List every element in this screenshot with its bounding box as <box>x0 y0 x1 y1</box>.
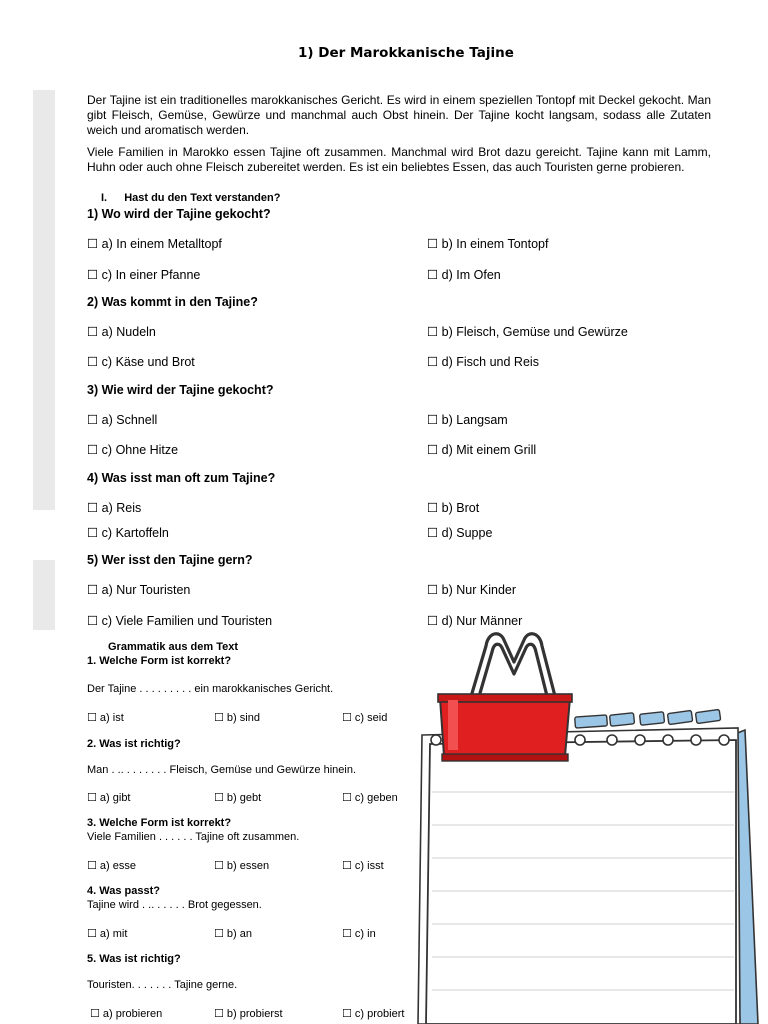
option-checkbox[interactable]: ☐ c) seid <box>342 712 388 724</box>
notepad-front-sheet <box>426 740 736 1024</box>
option-checkbox[interactable]: ☐ d) Mit einem Grill <box>427 443 537 457</box>
question-1: 1) Wo wird der Tajine gekocht? <box>87 207 271 221</box>
option-checkbox[interactable]: ☐ c) geben <box>342 792 398 804</box>
option-checkbox[interactable]: ☐ d) Nur Männer <box>427 614 523 628</box>
option-checkbox[interactable]: ☐ d) Suppe <box>427 526 493 540</box>
option-checkbox[interactable]: ☐ a) probieren <box>90 1008 163 1020</box>
binder-clip-handles <box>470 634 556 700</box>
option-checkbox[interactable]: ☐ b) essen <box>214 860 270 872</box>
option-checkbox[interactable]: ☐ a) Nur Touristen <box>87 583 191 597</box>
option-checkbox[interactable]: ☐ b) Langsam <box>427 413 508 427</box>
paragraph-1: Der Tajine ist ein traditionelles marokkanisches Gericht. Es wird in einem speziellen Tontopf mit Deckel gekocht. Man gibt Fleisch, Gemüse, Gewürze und manchmal auch Obst hinein. Der Tajine kocht langsam, sodass alle Zutaten weich und aromatisch werden. <box>87 93 711 137</box>
option-checkbox[interactable]: ☐ d) Fisch und Reis <box>427 355 539 369</box>
question-3: 3) Wie wird der Tajine gekocht? <box>87 383 274 397</box>
binder-clip-base <box>442 754 568 761</box>
option-checkbox[interactable]: ☐ b) Fleisch, Gemüse und Gewürze <box>427 325 628 339</box>
section-number: I. <box>101 192 108 204</box>
option-checkbox[interactable]: ☐ a) Reis <box>87 501 142 515</box>
grammar-question-3: 3. Welche Form ist korrekt? <box>87 817 232 829</box>
option-checkbox[interactable]: ☐ b) probierst <box>214 1008 283 1020</box>
grammar-heading: Grammatik aus dem Text <box>108 641 239 653</box>
option-checkbox[interactable]: ☐ b) Brot <box>427 501 480 515</box>
grammar-question-5: 5. Was ist richtig? <box>87 953 181 965</box>
binder-clip-highlight <box>448 700 458 750</box>
option-checkbox[interactable]: ☐ b) gebt <box>214 792 262 804</box>
binder-clip-body <box>440 698 570 756</box>
option-checkbox[interactable]: ☐ b) Nur Kinder <box>427 583 517 597</box>
option-checkbox[interactable]: ☐ c) In einer Pfanne <box>87 268 201 282</box>
grammar-sentence-3: Viele Familien . . . . . . Tajine oft zusammen. <box>87 831 300 843</box>
option-checkbox[interactable]: ☐ c) probiert <box>342 1008 405 1020</box>
grammar-sentence-2: Man . .. . . . . . . . Fleisch, Gemüse und Gewürze hinein. <box>87 764 357 776</box>
grammar-sentence-5: Touristen. . . . . . . Tajine gerne. <box>87 979 238 991</box>
option-checkbox[interactable]: ☐ c) in <box>342 928 376 940</box>
binder-clip-top <box>438 694 572 702</box>
option-checkbox[interactable]: ☐ a) Nudeln <box>87 325 156 339</box>
option-checkbox[interactable]: ☐ c) Viele Familien und Touristen <box>87 614 273 628</box>
section-label: Hast du den Text verstanden? <box>124 192 281 204</box>
grammar-sentence-1: Der Tajine . . . . . . . . . ein marokkanisches Gericht. <box>87 683 334 695</box>
question-4: 4) Was isst man oft zum Tajine? <box>87 471 276 485</box>
option-checkbox[interactable]: ☐ c) Kartoffeln <box>87 526 169 540</box>
grammar-question-1: 1. Welche Form ist korrekt? <box>87 655 232 667</box>
option-checkbox[interactable]: ☐ b) In einem Tontopf <box>427 237 549 251</box>
paragraph-2: Viele Familien in Marokko essen Tajine oft zusammen. Manchmal wird Brot dazu gereicht. Tajine kann mit Lamm, Huhn oder auch ohne Fleisch zubereitet werden. Es ist ein beliebtes Essen, das auch Touristen gerne probieren. <box>87 145 711 174</box>
question-2: 2) Was kommt in den Tajine? <box>87 295 258 309</box>
option-checkbox[interactable]: ☐ a) mit <box>87 928 128 940</box>
option-checkbox[interactable]: ☐ c) isst <box>342 860 384 872</box>
option-checkbox[interactable]: ☐ a) gibt <box>87 792 131 804</box>
option-checkbox[interactable]: ☐ a) Schnell <box>87 413 158 427</box>
grammar-question-4: 4. Was passt? <box>87 885 160 897</box>
notepad-tabs <box>575 709 721 728</box>
option-checkbox[interactable]: ☐ a) esse <box>87 860 136 872</box>
option-checkbox[interactable]: ☐ a) In einem Metalltopf <box>87 237 222 251</box>
page-title: 1) Der Marokkanische Tajine <box>298 45 514 61</box>
option-checkbox[interactable]: ☐ a) ist <box>87 712 124 724</box>
option-checkbox[interactable]: ☐ c) Käse und Brot <box>87 355 195 369</box>
grammar-question-2: 2. Was ist richtig? <box>87 738 181 750</box>
option-checkbox[interactable]: ☐ d) Im Ofen <box>427 268 501 282</box>
question-5: 5) Wer isst den Tajine gern? <box>87 553 253 567</box>
option-checkbox[interactable]: ☐ b) sind <box>214 712 260 724</box>
option-checkbox[interactable]: ☐ c) Ohne Hitze <box>87 443 179 457</box>
grammar-sentence-4: Tajine wird . .. . . . . . Brot gegessen. <box>87 899 262 911</box>
option-checkbox[interactable]: ☐ b) an <box>214 928 252 940</box>
